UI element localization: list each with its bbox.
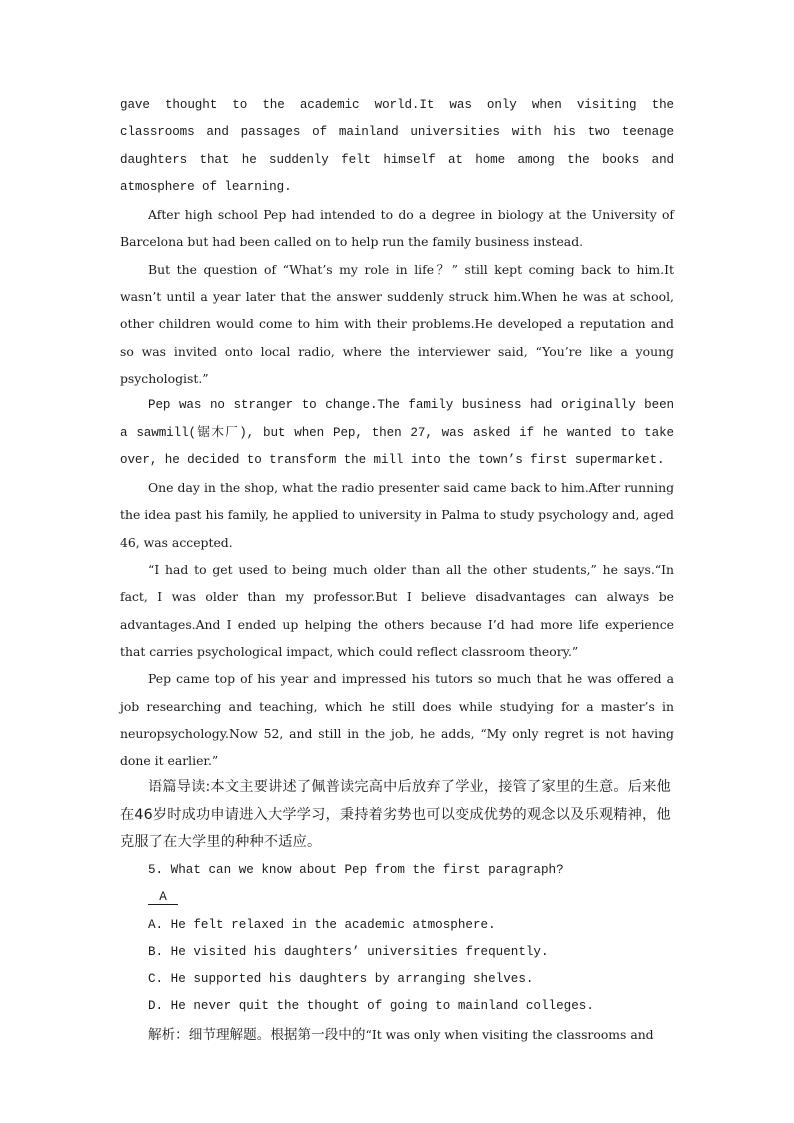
passage-paragraph-1: gave thought to the academic world.It was only when visiting the classrooms and passages of mainland universities with his two teenage daughters that he suddenly felt himself at home among the books and atmosphere of learning. — [120, 98, 674, 194]
passage-paragraph-5: One day in the shop, what the radio presenter said came back to him.After running the idea past his family, he applied to university in Palma to study psychology and, aged 46, was accepted. — [120, 480, 674, 550]
answer-line — [120, 884, 674, 911]
option-d: D. He never quit the thought of going to mainland colleges. — [148, 999, 594, 1014]
passage-paragraph-3: But the question of “What’s my role in life？” still kept coming back to him.It wasn’t until a year later that the answer suddenly struck him.When he was at school, other children would come to him with their problems.He developed a reputation and so was invited onto local radio, where the interviewer said, “You’re like a young psychologist.” — [120, 261, 674, 386]
passage-paragraph-4: Pep was no stranger to change.The family business had originally been a sawmill(锯木厂), but when Pep, then 27, was asked if he wanted to take over, he decided to transform the mill into the town’s first supermarket. — [120, 398, 674, 467]
option-c: C. He supported his daughters by arranging shelves. — [148, 972, 534, 987]
document-page — [120, 92, 674, 1049]
analysis-quote: “It was only when visiting the classrooms and — [365, 1026, 654, 1042]
passage-paragraph-6: “I had to get used to being much older than all the other students,” he says.“In fact, I was older than my professor.But I believe disadvantages can always be advantages.And I ended up helping the others because I’d had more life experience that carries psychological impact, which could reflect classroom theory.” — [120, 562, 674, 659]
analysis-line — [120, 1021, 674, 1049]
answer-blank: A — [148, 890, 178, 905]
passage-paragraph-7: Pep came top of his year and impressed his tutors so much that he was offered a job researching and teaching, which he still does while studying for a master’s in neuropsychology.Now 52, and still in the job, he adds, “My only regret is not having done it earlier.” — [120, 671, 674, 769]
question-stem: 5. What can we know about Pep from the first paragraph? — [148, 862, 564, 877]
reading-guide: 语篇导读:本文主要讲述了佩普读完高中后放弃了学业，接管了家里的生意。后来他在46岁时成功申请进入大学学习，秉持着劣势也可以变成优势的观念以及乐观精神，他克服了在大学里的种种不适应。 — [120, 779, 671, 851]
passage-paragraph-2: After high school Pep had intended to do a degree in biology at the University of Barcelona but had been called on to help run the family business instead. — [120, 207, 674, 250]
analysis-label: 解析：细节理解题。根据第一段中的 — [148, 1026, 366, 1043]
option-b: B. He visited his daughters’ universities frequently. — [148, 944, 549, 959]
option-a: A. He felt relaxed in the academic atmosphere. — [148, 917, 496, 932]
